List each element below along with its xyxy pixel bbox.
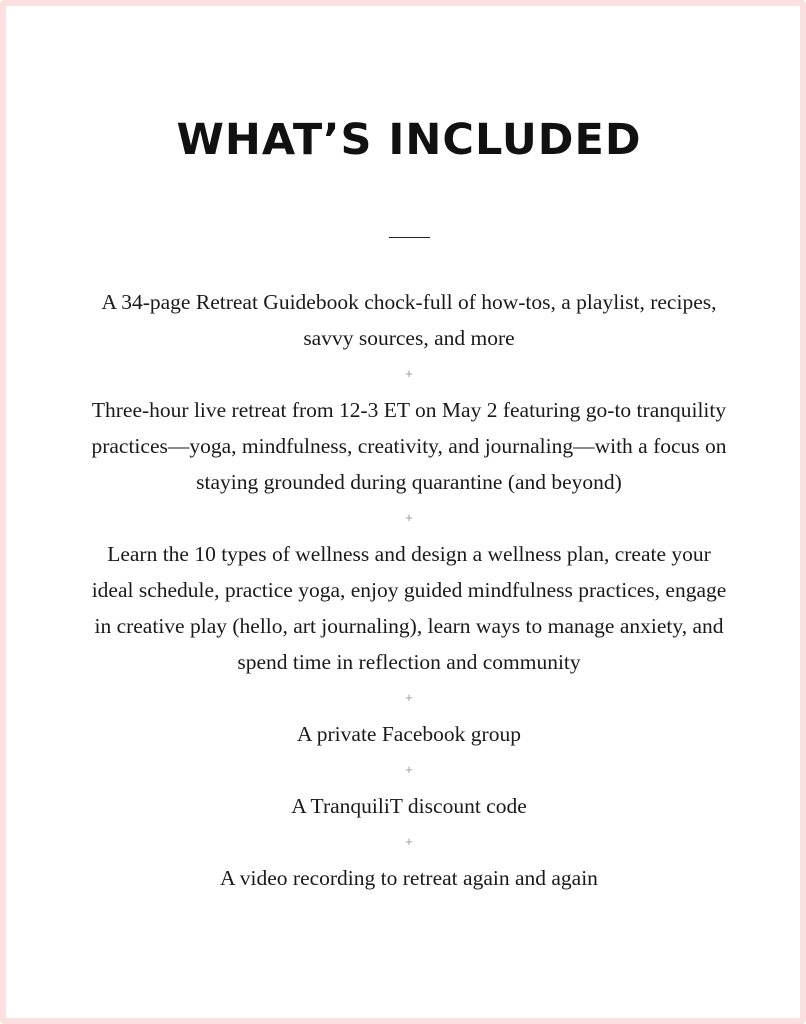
list-item: Learn the 10 types of wellness and design a wellness plan, create your ideal schedule, practice yoga, enjoy guided mindfulness practices, engage in creative play (hello, art journaling), learn ways to manage anxiety, and spend time in reflection and community <box>91 542 727 674</box>
plus-separator: + <box>405 366 413 381</box>
list-item: A video recording to retreat again and again <box>220 866 598 890</box>
plus-separator: + <box>405 834 413 849</box>
title-divider <box>389 237 430 238</box>
list-item: Three-hour live retreat from 12-3 ET on May 2 featuring go-to tranquility practices—yoga, mindfulness, creativity, and journaling—with a focus on staying grounded during quarantine (and beyond) <box>91 398 727 494</box>
plus-separator: + <box>405 690 413 705</box>
list-item: A TranquiliT discount code <box>291 794 527 818</box>
included-list <box>86 284 732 896</box>
plus-separator: + <box>405 510 413 525</box>
plus-separator: + <box>405 762 413 777</box>
list-item: A private Facebook group <box>297 722 521 746</box>
section-title: WHAT’S INCLUDED <box>176 115 642 165</box>
list-item: A 34-page Retreat Guidebook chock-full of how-tos, a playlist, recipes, savvy sources, and more <box>101 290 717 350</box>
